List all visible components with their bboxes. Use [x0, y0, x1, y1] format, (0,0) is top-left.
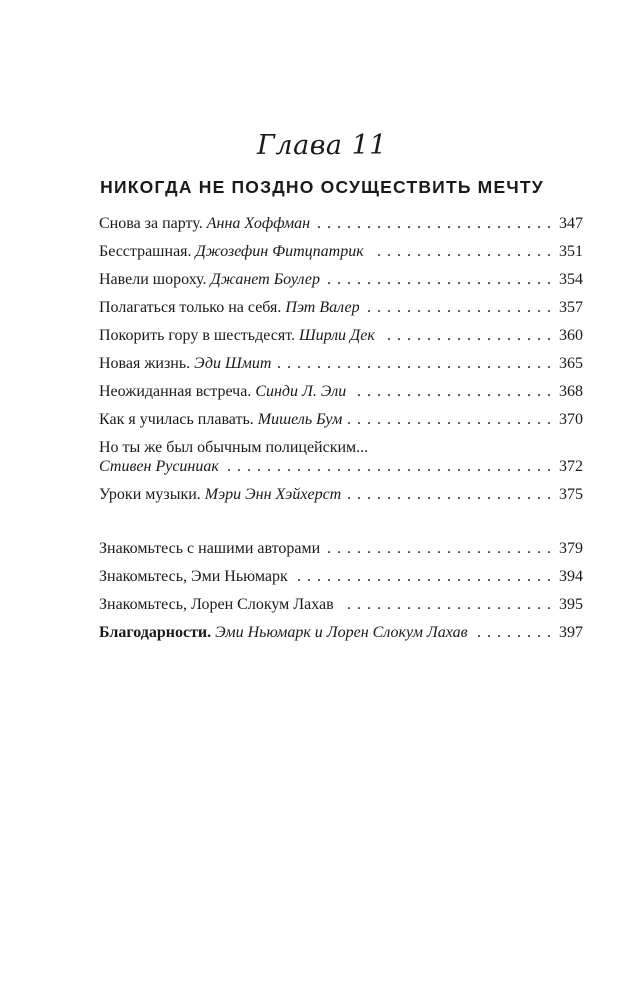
entry-page: 370	[559, 411, 583, 428]
entry-title: Но ты же был обычным полицейским...	[99, 439, 369, 456]
entry-title: Неожиданная встреча.	[99, 383, 252, 400]
entry-title: Знакомьтесь, Лорен Слокум Лахав	[99, 596, 334, 613]
entry-page: 379	[559, 540, 583, 557]
entry-title: Благодарности.	[99, 624, 212, 641]
entry-page: 368	[559, 383, 583, 400]
toc-entry	[99, 214, 583, 233]
toc-entry	[99, 567, 583, 586]
entry-page: 360	[559, 327, 583, 344]
toc-entry	[99, 382, 583, 401]
entry-title: Знакомьтесь с нашими авторами	[99, 540, 321, 557]
toc-entry	[99, 438, 583, 476]
entry-author: Ширли Дек	[298, 327, 375, 344]
toc-entry	[99, 410, 583, 429]
chapter-title: НИКОГДА НЕ ПОЗДНО ОСУЩЕСТВИТЬ МЕЧТУ	[100, 177, 544, 197]
toc-entry	[99, 485, 583, 504]
entry-page: 365	[559, 355, 583, 372]
entry-page: 395	[559, 596, 583, 613]
entry-page: 372	[559, 458, 583, 475]
entry-author: Джозефин Фитцпатрик	[195, 243, 364, 260]
dot-leader	[348, 410, 552, 429]
entry-title: Бесстрашная.	[99, 243, 192, 260]
entry-page: 347	[559, 215, 583, 232]
entry-author: Джанет Боулер	[210, 271, 320, 288]
dot-leader	[347, 485, 552, 504]
entry-page: 394	[559, 568, 583, 585]
entry-page: 397	[559, 624, 583, 641]
toc-entry	[99, 326, 583, 345]
entry-page: 375	[559, 486, 583, 503]
entry-author: Пэт Валер	[285, 299, 360, 316]
entry-title: Новая жизнь.	[99, 355, 191, 372]
toc-chapter-entries	[99, 214, 583, 513]
dot-leader	[225, 457, 552, 476]
toc-entry	[99, 298, 583, 317]
entry-title: Покорить гору в шестьдесят.	[99, 327, 295, 344]
dot-leader	[326, 270, 552, 289]
entry-title: Полагаться только на себя.	[99, 299, 282, 316]
entry-author: Синди Л. Эли	[255, 383, 347, 400]
entry-author: Эди Шмит	[194, 355, 272, 372]
toc-entry	[99, 595, 583, 614]
chapter-label: Глава 11	[257, 130, 387, 161]
entry-author: Мишель Бум	[257, 411, 343, 428]
dot-leader	[366, 298, 552, 317]
dot-leader	[474, 623, 552, 642]
toc-entry	[99, 539, 583, 558]
toc-entry	[99, 270, 583, 289]
entry-author: Мэри Энн Хэйхерст	[204, 486, 342, 503]
dot-leader	[352, 382, 552, 401]
entry-author: Эми Ньюмарк и Лорен Слокум Лахав	[215, 624, 468, 641]
entry-page: 351	[559, 243, 583, 260]
toc-back-matter	[99, 539, 583, 651]
entry-title: Знакомьтесь, Эми Ньюмарк	[99, 568, 288, 585]
dot-leader	[381, 326, 552, 345]
entry-author: Анна Хоффман	[206, 215, 311, 232]
dot-leader	[294, 567, 552, 586]
dot-leader	[370, 242, 552, 261]
dot-leader	[316, 214, 552, 233]
toc-entry	[99, 242, 583, 261]
dot-leader	[277, 354, 552, 373]
entry-page: 354	[559, 271, 583, 288]
entry-page: 357	[559, 299, 583, 316]
entry-title: Уроки музыки.	[99, 486, 201, 503]
entry-title: Навели шороху.	[99, 271, 207, 288]
entry-title: Как я училась плавать.	[99, 411, 254, 428]
toc-entry	[99, 354, 583, 373]
entry-title: Снова за парту.	[99, 215, 203, 232]
dot-leader	[326, 539, 552, 558]
dot-leader	[340, 595, 552, 614]
toc-entry	[99, 623, 583, 642]
entry-author: Стивен Русиниак	[99, 458, 219, 475]
